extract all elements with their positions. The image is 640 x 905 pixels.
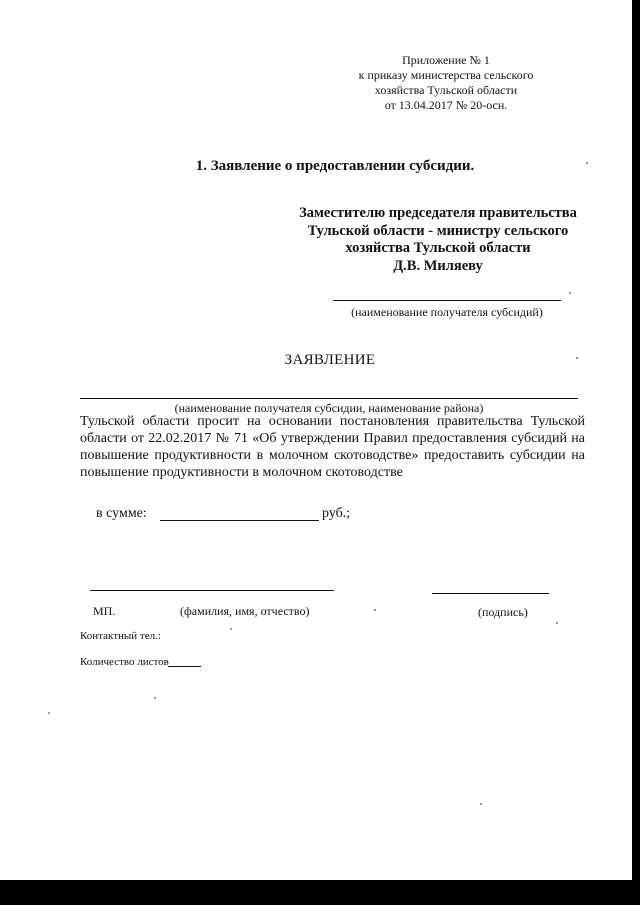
section-title: 1. Заявление о предоставлении субсидии. <box>195 158 475 174</box>
addressee-line-3: хозяйства Тульской области <box>345 240 531 256</box>
sum-currency-unit: руб.; <box>322 506 351 521</box>
addressee-line-2: Тульской области - министру сельского <box>307 222 569 239</box>
scan-speck <box>374 609 376 611</box>
contact-phone-label: Контактный тел.: <box>80 630 161 642</box>
signature-caption: (подпись) <box>478 605 528 619</box>
applicant-name-caption: (наименование получателя субсидии, наименование района) <box>174 401 484 415</box>
scan-speck <box>569 292 571 294</box>
document-title: ЗАЯВЛЕНИЕ <box>284 352 376 368</box>
stamp-label: МП. <box>93 604 116 618</box>
recipient-name-field-line[interactable] <box>333 300 561 301</box>
scan-border-right <box>632 0 640 905</box>
appendix-line-3: хозяйства Тульской области <box>374 83 518 97</box>
scan-speck <box>48 712 50 714</box>
addressee-line-4: Д.В. Миляеву <box>393 257 483 274</box>
scan-border-bottom <box>0 880 640 905</box>
appendix-header <box>330 53 562 113</box>
sheet-count-label: Количество листов <box>80 656 169 668</box>
sheet-count-field-line[interactable] <box>168 666 201 667</box>
scan-speck <box>154 697 156 699</box>
recipient-name-caption: (наименование получателя субсидий) <box>351 305 543 319</box>
signature-field-line[interactable] <box>432 593 549 594</box>
appendix-line-1: Приложение № 1 <box>402 53 490 67</box>
scan-speck <box>230 628 232 630</box>
full-name-caption: (фамилия, имя, отчество) <box>180 604 310 618</box>
scan-speck <box>576 357 578 359</box>
appendix-line-2: к приказу министерства сельского <box>358 68 534 82</box>
scan-speck <box>480 803 482 805</box>
scan-speck <box>556 622 558 624</box>
addressee-line-1: Заместителю председателя правительства <box>299 205 577 221</box>
application-body-text: Тульской области просит на основании постановления правительства Тульской области от 22.02.2017 № 71 «Об утверждении Правил предоставления субсидий на повышение продуктивности в молочном скотоводстве» предоставить субсидии на повышение продуктивности в молочном скотоводстве <box>80 414 585 480</box>
applicant-name-field-line[interactable] <box>80 398 578 399</box>
scan-speck <box>586 162 588 164</box>
sum-label: в сумме: <box>96 506 147 521</box>
full-name-field-line[interactable] <box>90 590 334 591</box>
addressee-block <box>270 205 606 275</box>
sum-amount-field-line[interactable] <box>160 520 319 521</box>
appendix-line-4: от 13.04.2017 № 20-осн. <box>384 98 508 112</box>
